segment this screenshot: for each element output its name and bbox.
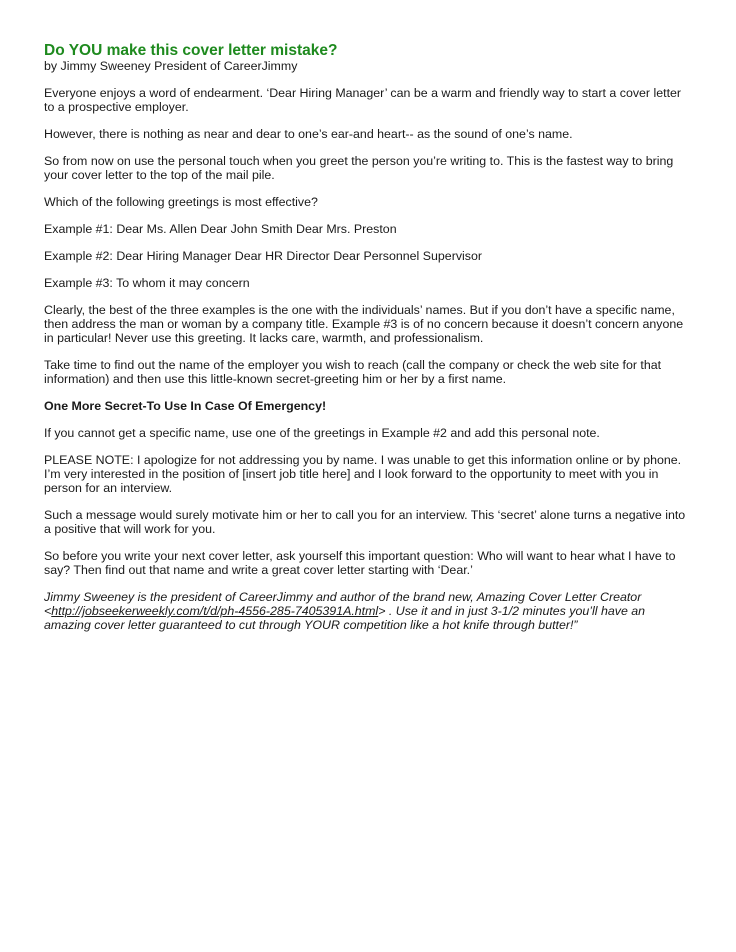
author-bio-outro: > . Use it and in just 3-1/2 minutes you’ll have an amazing cover letter guaranteed to cut through YOUR competition like a hot knife through butter!”	[44, 604, 646, 632]
product-link[interactable]: http://jobseekerweekly.com/t/d/ph-4556-285-7405391A.html	[51, 604, 379, 618]
paragraph-example-2: Example #2: Dear Hiring Manager Dear HR Director Dear Personnel Supervisor	[44, 249, 482, 263]
paragraph-please-note: PLEASE NOTE: I apologize for not addressing you by name. I was unable to get this information online or by phone. I’m very interested in the position of [insert job title here] and I look forward to the opportunity to meet with you in person for an interview.	[44, 453, 682, 495]
paragraph-motivate: Such a message would surely motivate him or her to call you for an interview. This ‘secret’ alone turns a negative into a positive that will work for you.	[44, 508, 686, 536]
paragraph-no-name: If you cannot get a specific name, use one of the greetings in Example #2 and add this personal note.	[44, 426, 600, 440]
author-bio-intro: Jimmy Sweeney is the president of CareerJimmy and author of the brand new, Amazing Cover Letter Creator <	[44, 590, 642, 618]
paragraph-intro: Everyone enjoys a word of endearment. ‘Dear Hiring Manager’ can be a warm and friendly way to start a cover letter to a prospective employer.	[44, 86, 682, 114]
article-title: Do YOU make this cover letter mistake?	[44, 42, 338, 59]
paragraph-example-3: Example #3: To whom it may concern	[44, 276, 250, 290]
author-bio	[44, 590, 692, 632]
paragraph-name-sound: However, there is nothing as near and dear to one’s ear-and heart-- as the sound of one’s name.	[44, 127, 573, 141]
paragraph-closing: So before you write your next cover letter, ask yourself this important question: Who will want to hear what I have to say? Then find out that name and write a great cover letter starting with ‘Dear.’	[44, 549, 676, 577]
article-byline: by Jimmy Sweeney President of CareerJimmy	[44, 59, 298, 73]
document-page	[44, 42, 692, 645]
paragraph-example-1: Example #1: Dear Ms. Allen Dear John Smith Dear Mrs. Preston	[44, 222, 397, 236]
paragraph-find-name: Take time to find out the name of the employer you wish to reach (call the company or check the web site for that information) and then use this little-known secret-greeting him or her by a first name.	[44, 358, 662, 386]
paragraph-analysis: Clearly, the best of the three examples is the one with the individuals’ names. But if you don’t have a specific name, then address the man or woman by a company title. Example #3 is of no concern because it doesn’t concern anyone in particular! Never use this greeting. It lacks care, warmth, and professionalism.	[44, 303, 684, 345]
paragraph-personal-touch: So from now on use the personal touch when you greet the person you’re writing to. This is the fastest way to bring your cover letter to the top of the mail pile.	[44, 154, 674, 182]
paragraph-question: Which of the following greetings is most effective?	[44, 195, 318, 209]
section-subheading: One More Secret-To Use In Case Of Emergency!	[44, 399, 327, 413]
